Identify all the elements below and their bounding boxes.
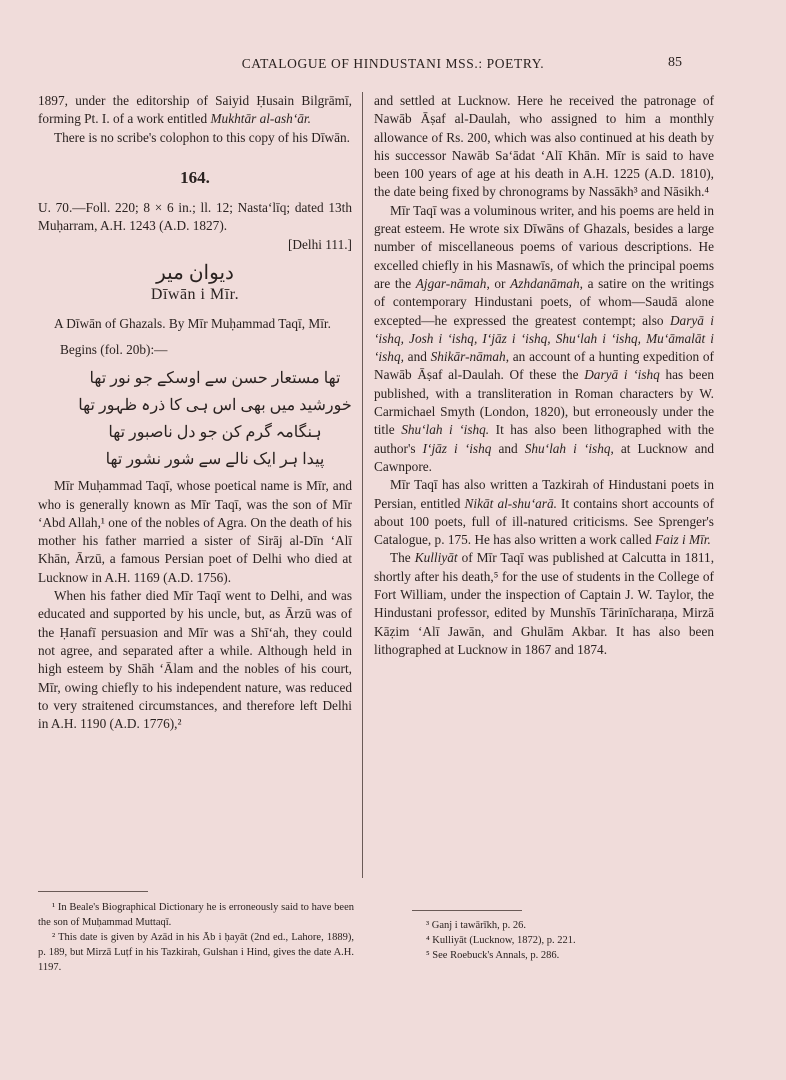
column-divider: [362, 92, 363, 878]
footnote: ¹ In Beale's Biographical Dictionary he is erroneously said to have been the son of Muḥammad Muttaqī.: [38, 902, 354, 928]
footnote: ⁵ See Roebuck's Annals, p. 286.: [426, 950, 560, 961]
footnotes-left: [38, 900, 354, 975]
verse-line: پیدا ہر ایک نالے سے شور نشور تھا: [105, 451, 325, 469]
colophon-note: There is no scribe's colophon to this copy of his Dīwān.: [54, 129, 350, 145]
continued-paragraph: [38, 92, 352, 129]
biography-paragraph: When his father died Mīr Taqī went to Delhi, and was educated and supported by his uncle, but, as Ārzū was of the Ḥanafī persuasion and Mīr was a Shī‘ah, they could not agree, and separated after a while. Although held in high esteem by Shāh ‘Ālam and the nobles of his court, Mīr, owing chiefly to his independent nature, was reduced to very straitened circumstances, and therefore left Delhi in A.H. 1190 (A.D. 1776),²: [38, 588, 352, 732]
right-column: [374, 92, 714, 659]
shelfmark: U. 70.—Foll. 220; 8 × 6 in.; ll. 12; Nasta‘līq; dated 13th Muḥarram, A.H. 1243 (A.D. 1827).: [38, 200, 352, 234]
page-number: 85: [668, 55, 682, 70]
verse-line: خورشید میں بھی اس ہی کا ذرہ ظہور تھا: [78, 397, 352, 415]
begins-label: Begins (fol. 20b):—: [60, 341, 168, 357]
footnote: ³ Ganj i tawārīkh, p. 26.: [426, 920, 526, 931]
tazkirah-paragraph: Mīr Taqī has also written a Tazkirah of Hindustani poets in Persian, entitled Nikāt al-shu‘arā. It contains short accounts of about 100 poets, full of ill-natured criticisms. See Sprenger's Catalogue, p. 175. He has also written a work called Faiz i Mīr.: [374, 477, 715, 548]
biography-paragraph: Mīr Muḥammad Taqī, whose poetical name is Mīr, and who is generally known as Mīr Taqī, was the son of Mīr ‘Abd Allah,¹ one of the nobles of Agra. On the death of his mother his father married a sister of Sirāj al-Dīn ‘Alī Khān, Ārzū, a famous Persian poet of Delhi who died at Lucknow in A.H. 1169 (A.D. 1756).: [38, 478, 352, 585]
verse-line: تھا مستعار حسن سے اوسکے جو نور تھا: [89, 370, 341, 388]
kulliyat-paragraph: The Kulliyāt of Mīr Taqī was published at Calcutta in 1811, shortly after his death,⁵ for the use of students in the College of Fort William, under the inspection of Captain J. W. Taylor, the Hindustani professor, edited by Munshīs Tārinīcharaṇa, Mirzā Kāẓim ‘Alī Jawān, and Ghulām Akbar. It has also been lithographed at Lucknow in 1867 and 1874.: [374, 550, 715, 657]
running-title: CATALOGUE OF HINDUSTANI MSS.: POETRY.: [241, 56, 545, 71]
footnote-rule: [412, 910, 522, 911]
works-paragraph: Mīr Taqī was a voluminous writer, and his poems are held in great esteem. He wrote six Dīwāns of Ghazals, besides a large number of miscellaneous poems of various descriptions. He excelled chiefly in his Masnawīs, of which the principal poems are the Ajgar-nāmah, or Azhdanāmah, a satire on the writings of contemporary Hindustani poets, of whom—Saudā alone excepted—he expressed the greatest contempt; also Daryā i ‘ishq, Josh i ‘ishq, I‘jāz i ‘ishq, Shu‘lah i ‘ishq, Mu‘āmalāt i ‘ishq, and Shikār-nāmah, an account of a hunting expedition of Nawāb Āṣaf al-Daulah. Of these the Daryā i ‘ishq has been published, with a transliteration in Roman characters by W. Carmichael Smyth (London, 1820), but erroneously under the title Shu‘lah i ‘ishq. It has also been lithographed with the author's I‘jāz i ‘ishq and Shu‘lah i ‘ishq, at Lucknow and Cawnpore.: [374, 202, 715, 474]
urdu-title: دیوان میر: [156, 262, 234, 285]
footnote: ⁴ Kulliyāt (Lucknow, 1872), p. 221.: [426, 935, 576, 946]
entry-description: A Dīwān of Ghazals. By Mīr Muḥammad Taqī, Mīr.: [54, 315, 331, 331]
footnotes-right: [412, 918, 712, 963]
work-title: Mukhtār al-ash‘ār.: [210, 111, 311, 127]
continued-text: 1897, under the editorship of Saiyid Ḥusain Bilgrāmī, forming Pt. I. of a work entitled: [38, 93, 352, 127]
delhi-reference: [Delhi 111.]: [287, 236, 352, 252]
footnote-rule: [38, 891, 148, 892]
entry-number: 164.: [180, 167, 210, 187]
lucknow-paragraph: and settled at Lucknow. Here he received the patronage of Nawāb Āṣaf al-Daulah, who assigned to him a monthly allowance of Rs. 200, which was also continued at his death by his successor Nawāb Sa‘ādat ‘Alī Khān. Mīr is said to have been 100 years of age at his death in A.H. 1225 (A.D. 1810), the date being fixed by chronograms by Nassākh³ and Nāsikh.⁴: [374, 93, 714, 200]
footnote: ² This date is given by Azād in his Āb i ḥayāt (2nd ed., Lahore, 1889), p. 189, but Mirzā Luṭf in his Tazkirah, Gulshan i Hind, gives the date A.H. 1197.: [38, 932, 354, 973]
roman-title: Dīwān i Mīr.: [150, 286, 240, 304]
left-column: [38, 92, 352, 733]
verse-line: ہنگامہ گرم کن جو دل ناصبور تھا: [108, 424, 322, 442]
